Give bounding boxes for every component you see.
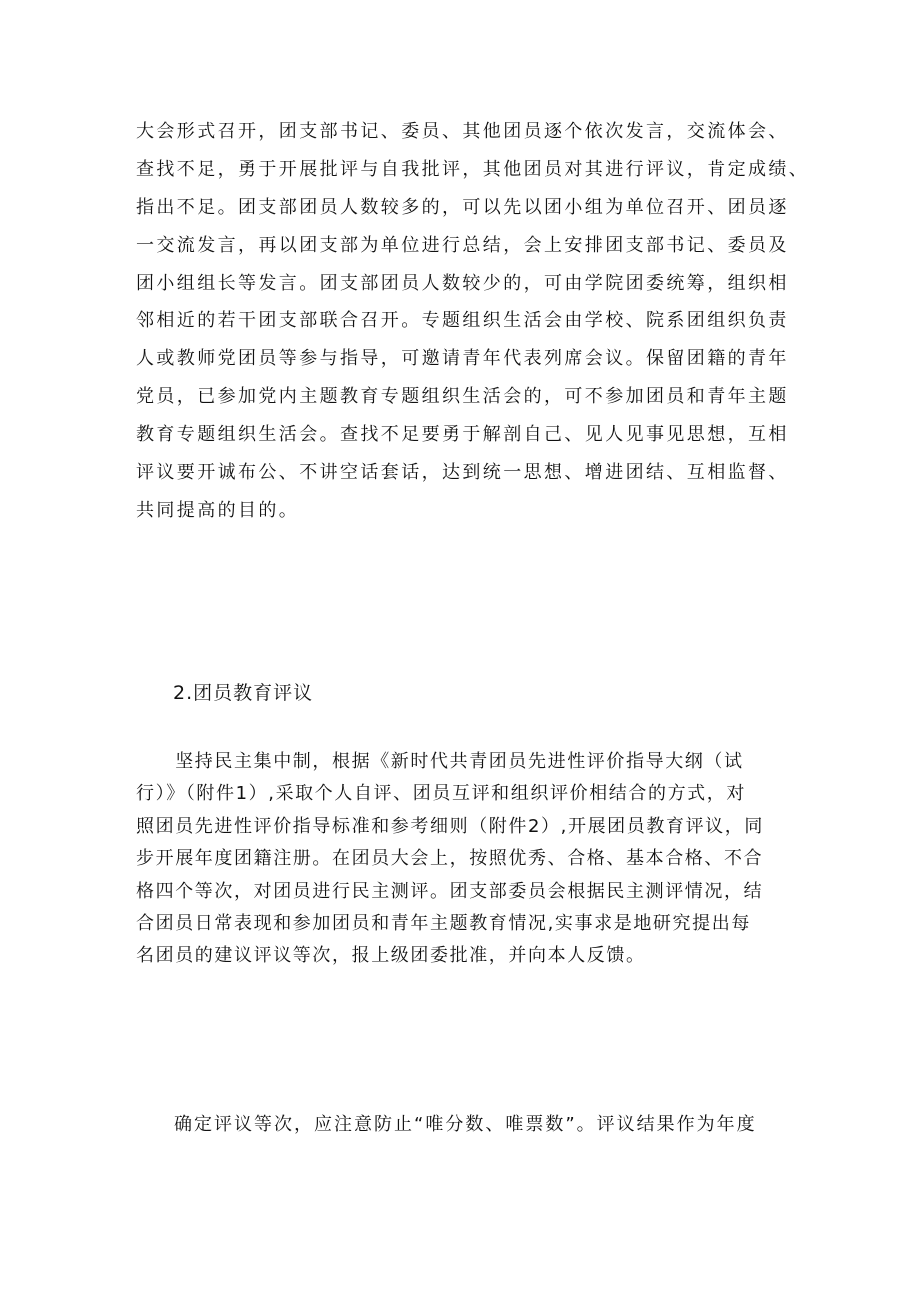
paragraph-line: 坚持民主集中制，根据《新时代共青团员先进性评价指导大纲（试 xyxy=(136,751,744,772)
paragraph-line: 邻相近的若干团支部联合召开。专题组织生活会由学校、院系团组织负责 xyxy=(136,310,789,332)
paragraph-line: 一交流发言，再以团支部为单位进行总结，会上安排团支部书记、委员及 xyxy=(136,234,789,256)
paragraph-line: 名团员的建议评议等次，报上级团委批准，并向本人反馈。 xyxy=(136,945,646,967)
paragraph-line: 评议要开诚布公、不讲空话套话，达到统一思想、增进团结、互相监督、 xyxy=(136,462,789,484)
paragraph-line: 照团员先进性评价指导标准和参考细则（附件2）,开展团员教育评议，同 xyxy=(136,815,764,837)
paragraph-member-evaluation xyxy=(136,746,796,973)
paragraph-line: 合团员日常表现和参加团员和青年主题教育情况,实事求是地研究提出每 xyxy=(136,912,751,934)
paragraph-line: 团小组组长等发言。团支部团员人数较少的，可由学院团委统筹，组织相 xyxy=(136,272,789,294)
paragraph-line: 指出不足。团支部团员人数较多的，可以先以团小组为单位召开、团员逐 xyxy=(136,196,789,218)
paragraph-line: 教育专题组织生活会。查找不足要勇于解剖自己、见人见事见思想，互相 xyxy=(136,424,789,446)
paragraph-line: 党员，已参加党内主题教育专题组织生活会的，可不参加团员和青年主题 xyxy=(136,386,789,408)
paragraph-line: 行）》（附件1）,采取个人自评、团员互评和组织评价相结合的方式，对 xyxy=(136,783,746,805)
paragraph-line: 大会形式召开，团支部书记、委员、其他团员逐个依次发言，交流体会、 xyxy=(136,121,789,142)
paragraph-org-life-meeting xyxy=(136,113,810,530)
paragraph-line: 确定评议等次，应注意防止“唯分数、唯票数”。评议结果作为年度 xyxy=(174,1114,757,1135)
paragraph-line: 步开展年度团籍注册。在团员大会上，按照优秀、合格、基本合格、不合 xyxy=(136,848,764,870)
paragraph-line: 人或教师党团员等参与指导，可邀请青年代表列席会议。保留团籍的青年 xyxy=(136,348,789,370)
paragraph-evaluation-grade xyxy=(174,1107,757,1143)
section-heading: 2.团员教育评议 xyxy=(173,682,314,704)
paragraph-line: 查找不足，勇于开展批评与自我批评，其他团员对其进行评议，肯定成绩、 xyxy=(136,158,810,180)
paragraph-line: 格四个等次，对团员进行民主测评。团支部委员会根据民主测评情况，结 xyxy=(136,880,764,902)
paragraph-line: 共同提高的目的。 xyxy=(136,499,300,521)
